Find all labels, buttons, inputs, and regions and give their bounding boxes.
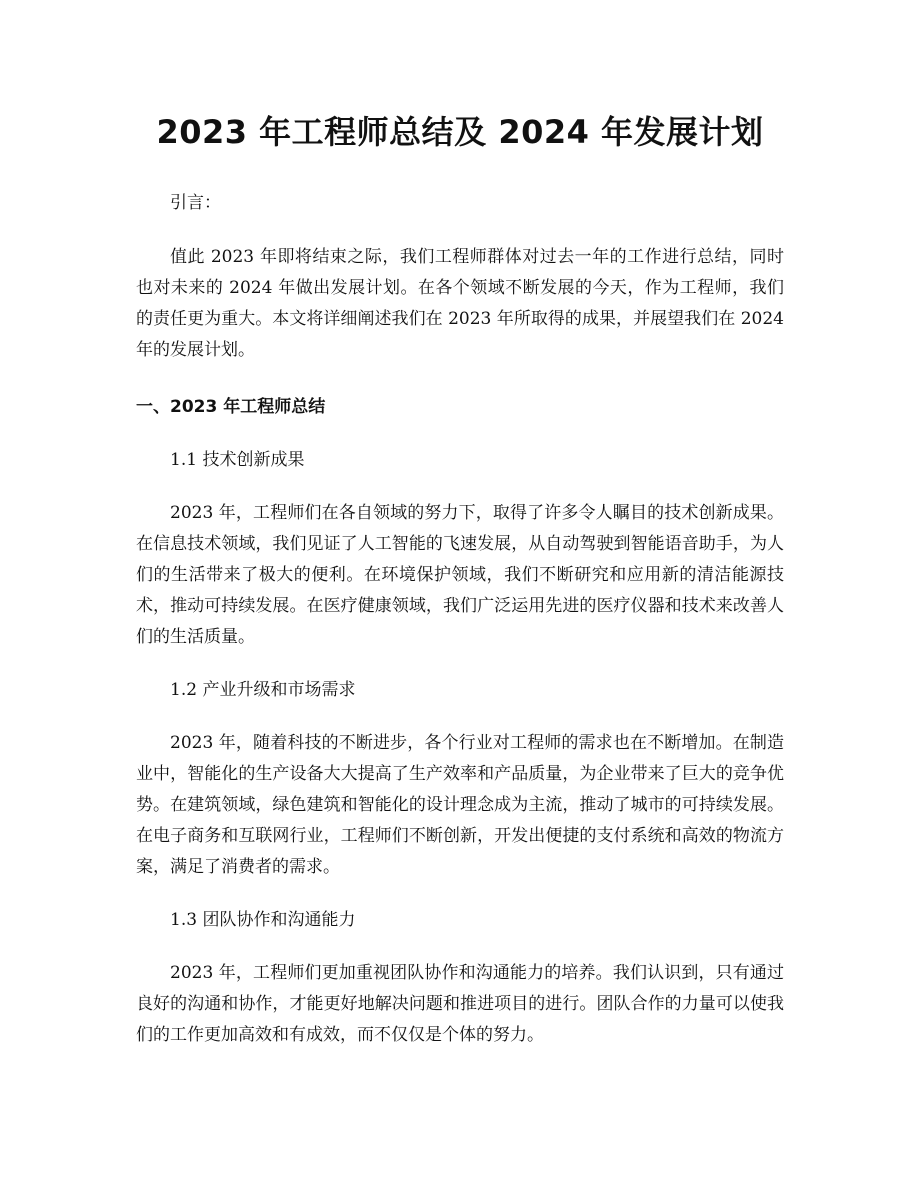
paragraph-tech-innovation: 2023 年，工程师们在各自领域的努力下，取得了许多令人瞩目的技术创新成果。在信息技术领域，我们见证了人工智能的飞速发展，从自动驾驶到智能语音助手，为人们的生活带来了极大的便利。在环境保护领域，我们不断研究和应用新的清洁能源技术，推动可持续发展。在医疗健康领域，我们广泛运用先进的医疗仪器和技术来改善人们的生活质量。 — [136, 503, 784, 647]
paragraph-teamwork: 2023 年，工程师们更加重视团队协作和沟通能力的培养。我们认识到，只有通过良好的沟通和协作，才能更好地解决问题和推进项目的进行。团队合作的力量可以使我们的工作更加高效和有成效，而不仅仅是个体的努力。 — [136, 963, 784, 1045]
intro-paragraph: 值此 2023 年即将结束之际，我们工程师群体对过去一年的工作进行总结，同时也对未来的 2024 年做出发展计划。在各个领域不断发展的今天，作为工程师，我们的责任更为重大。本文将详细阐述我们在 2023 年所取得的成果，并展望我们在 2024 年的发展计划。 — [136, 247, 784, 360]
intro-label: 引言： — [170, 193, 221, 213]
subsection-heading-teamwork: 1.3 团队协作和沟通能力 — [170, 910, 356, 930]
subsection-heading-industry-upgrade: 1.2 产业升级和市场需求 — [170, 680, 356, 700]
document-title: 2023 年工程师总结及 2024 年发展计划 — [156, 113, 764, 151]
section-heading-summary: 一、2023 年工程师总结 — [136, 397, 326, 417]
subsection-heading-tech-innovation: 1.1 技术创新成果 — [170, 450, 305, 470]
paragraph-industry-upgrade: 2023 年，随着科技的不断进步，各个行业对工程师的需求也在不断增加。在制造业中，智能化的生产设备大大提高了生产效率和产品质量，为企业带来了巨大的竞争优势。在建筑领域，绿色建筑和智能化的设计理念成为主流，推动了城市的可持续发展。在电子商务和互联网行业，工程师们不断创新，开发出便捷的支付系统和高效的物流方案，满足了消费者的需求。 — [136, 733, 784, 877]
